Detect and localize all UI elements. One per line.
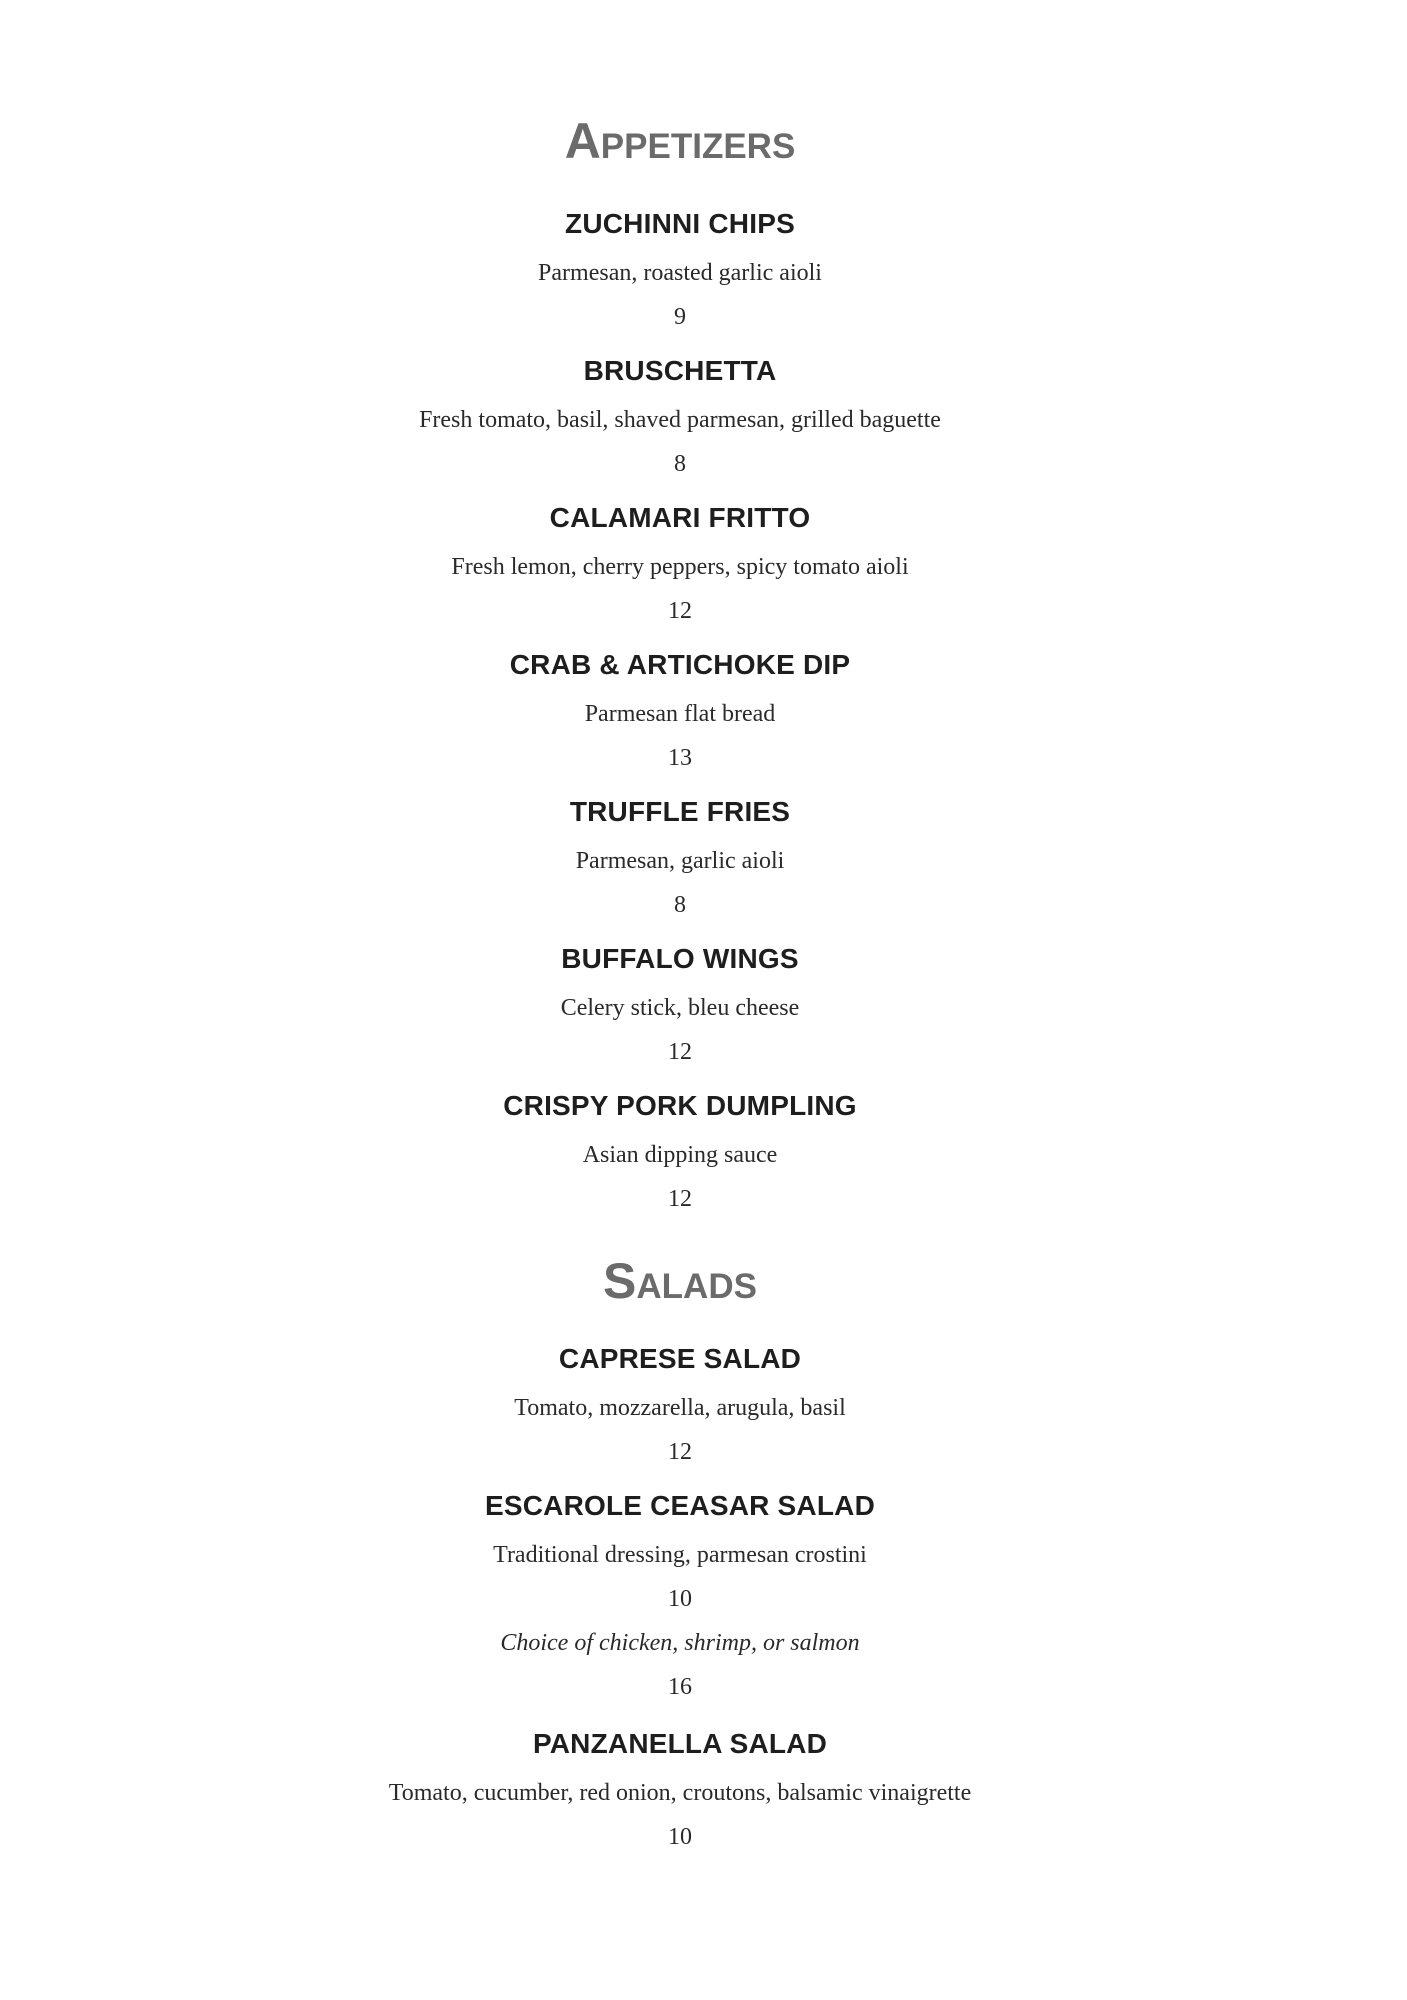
item-name: TRUFFLE FRIES <box>569 796 791 827</box>
item-name: PANZANELLA SALAD <box>532 1728 828 1759</box>
item-name: BRUSCHETTA <box>583 355 777 386</box>
item-description: Fresh tomato, basil, shaved parmesan, grilled baguette <box>419 407 941 433</box>
item-extra-option: Choice of chicken, shrimp, or salmon <box>500 1630 860 1656</box>
item-extra-price: 16 <box>668 1674 692 1700</box>
item-description: Parmesan flat bread <box>584 701 776 727</box>
item-price: 10 <box>668 1824 692 1850</box>
item-price: 12 <box>668 1186 692 1212</box>
menu-item <box>0 1088 1360 1214</box>
item-description: Parmesan, garlic aioli <box>575 848 785 874</box>
item-name: CALAMARI FRITTO <box>549 502 811 533</box>
menu-item <box>0 794 1360 920</box>
menu-item <box>0 353 1360 479</box>
item-description: Celery stick, bleu cheese <box>560 995 800 1021</box>
item-name: ESCAROLE CEASAR SALAD <box>484 1490 875 1521</box>
menu-item <box>0 941 1360 1067</box>
menu-item <box>0 1488 1360 1702</box>
item-price: 12 <box>668 598 692 624</box>
item-price: 13 <box>668 745 692 771</box>
item-description: Tomato, cucumber, red onion, croutons, balsamic vinaigrette <box>388 1780 972 1806</box>
item-price: 8 <box>674 892 686 918</box>
menu-item <box>0 500 1360 626</box>
menu-item <box>0 206 1360 332</box>
item-description: Tomato, mozzarella, arugula, basil <box>514 1395 846 1421</box>
item-price: 9 <box>674 304 686 330</box>
item-name: BUFFALO WINGS <box>561 943 799 974</box>
item-name: CRISPY PORK DUMPLING <box>503 1090 857 1121</box>
item-description: Traditional dressing, parmesan crostini <box>493 1542 867 1568</box>
item-name: ZUCHINNI CHIPS <box>565 208 795 239</box>
item-description: Asian dipping sauce <box>582 1142 778 1168</box>
menu-item <box>0 1726 1360 1852</box>
item-price: 12 <box>668 1439 692 1465</box>
menu-item <box>0 647 1360 773</box>
item-price: 12 <box>668 1039 692 1065</box>
item-price: 8 <box>674 451 686 477</box>
item-price: 10 <box>668 1586 692 1612</box>
item-name: CAPRESE SALAD <box>558 1343 802 1374</box>
item-name: CRAB & ARTICHOKE DIP <box>509 649 851 680</box>
menu-item <box>0 1341 1360 1467</box>
section-title-appetizers: Appetizers <box>564 113 796 169</box>
item-description: Parmesan, roasted garlic aioli <box>538 260 822 286</box>
item-description: Fresh lemon, cherry peppers, spicy tomato aioli <box>451 554 909 580</box>
section-title-salads: Salads <box>603 1253 757 1309</box>
